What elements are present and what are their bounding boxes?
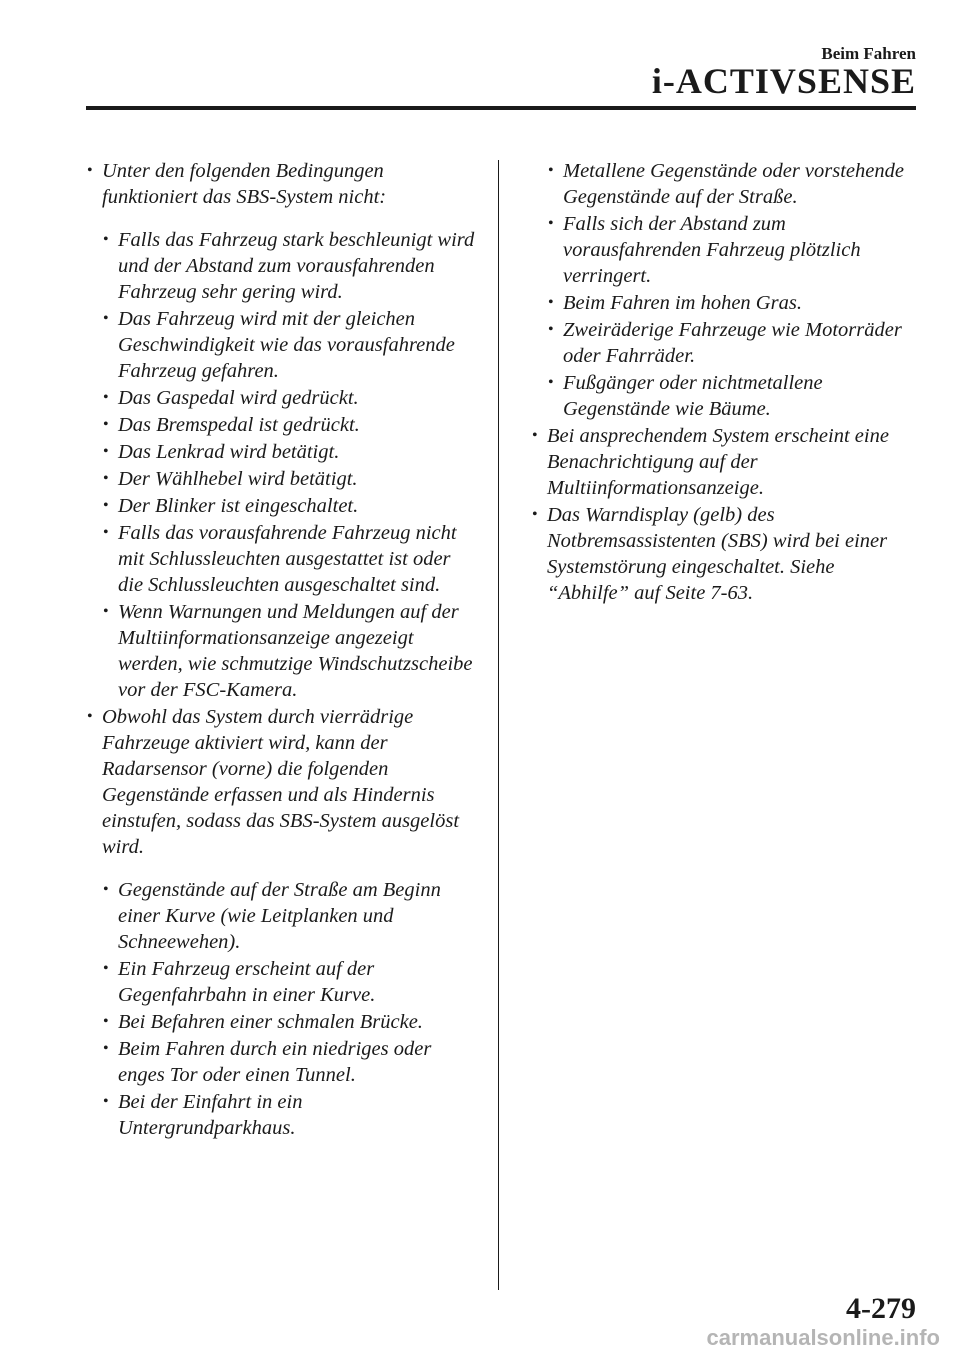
sub-list-item — [102, 227, 478, 305]
bullet-icon: • — [103, 497, 109, 514]
bullet-icon: • — [548, 374, 554, 391]
sub-list-item — [102, 466, 478, 492]
sub-list-item — [102, 1089, 478, 1141]
bullet-icon: • — [548, 215, 554, 232]
bullet-icon: • — [548, 162, 554, 179]
bullet-icon: • — [87, 708, 93, 725]
sub-list-item — [547, 290, 911, 316]
bullet-icon: • — [532, 427, 538, 444]
sub-list-item — [102, 956, 478, 1008]
sub-list-item — [102, 306, 478, 384]
list-item-text: Bei Befahren einer schmalen Brücke. — [118, 1011, 423, 1033]
page-number: 4-279 — [846, 1292, 916, 1325]
bullet-icon: • — [103, 416, 109, 433]
right-column — [531, 158, 911, 607]
list-item — [86, 704, 478, 860]
sub-list-item — [102, 385, 478, 411]
list-item-text: Falls das vorausfahrende Fahrzeug nicht mit Schlussleuchten ausgestattet ist oder die Schlussleuchten ausgeschaltet sind. — [118, 522, 457, 596]
list-item-text: Der Wählhebel wird betätigt. — [118, 468, 358, 490]
spacer — [86, 211, 478, 227]
list-item-text: Falls sich der Abstand zum vorausfahrenden Fahrzeug plötzlich verringert. — [563, 213, 861, 287]
list-item-text: Das Fahrzeug wird mit der gleichen Geschwindigkeit wie das vorausfahrende Fahrzeug gefahren. — [118, 308, 455, 382]
list-item-text: Das Warndisplay (gelb) des Notbremsassistenten (SBS) wird bei einer Systemstörung eingeschaltet. Siehe “Abhilfe” auf Seite 7-63. — [547, 504, 888, 604]
watermark: carmanualsonline.info — [706, 1325, 940, 1350]
list-item-text: Das Lenkrad wird betätigt. — [118, 441, 340, 463]
list-item-text: Obwohl das System durch vierrädrige Fahrzeuge aktiviert wird, kann der Radarsensor (vorne) die folgenden Gegenstände erfassen und als Hindernis einstufen, sodass das SBS-System ausgelöst wird. — [102, 706, 460, 858]
list-item-text: Gegenstände auf der Straße am Beginn einer Kurve (wie Leitplanken und Schneewehen). — [118, 879, 441, 953]
bullet-icon: • — [87, 162, 93, 179]
list-item-text: Beim Fahren durch ein niedriges oder enges Tor oder einen Tunnel. — [118, 1038, 432, 1086]
list-item-text: Beim Fahren im hohen Gras. — [563, 292, 802, 314]
bullet-icon: • — [103, 231, 109, 248]
list-item-text: Bei der Einfahrt in ein Untergrundparkhaus. — [118, 1091, 303, 1139]
bullet-icon: • — [103, 1093, 109, 1110]
sub-list-item — [547, 317, 911, 369]
sub-list-item — [102, 1009, 478, 1035]
bullet-icon: • — [103, 470, 109, 487]
list-item-text: Bei ansprechendem System erscheint eine Benachrichtigung auf der Multiinformationsanzeige. — [547, 425, 889, 499]
sub-list-item — [547, 211, 911, 289]
list-item-text: Das Bremspedal ist gedrückt. — [118, 414, 360, 436]
list-item-text: Ein Fahrzeug erscheint auf der Gegenfahrbahn in einer Kurve. — [118, 958, 376, 1006]
bullet-icon: • — [103, 1013, 109, 1030]
list-item-text: Unter den folgenden Bedingungen funktioniert das SBS-System nicht: — [102, 160, 387, 208]
header-section: Beim Fahren — [821, 44, 916, 63]
sub-list-item — [102, 439, 478, 465]
bullet-icon: • — [103, 881, 109, 898]
bullet-icon: • — [103, 389, 109, 406]
header-rule — [86, 106, 916, 110]
bullet-icon: • — [103, 310, 109, 327]
list-item-text: Falls das Fahrzeug stark beschleunigt wird und der Abstand zum vorausfahrenden Fahrzeug sehr gering wird. — [118, 229, 475, 303]
column-divider — [498, 160, 499, 1290]
sub-list-item — [547, 158, 911, 210]
bullet-icon: • — [103, 443, 109, 460]
spacer — [86, 861, 478, 877]
bullet-icon: • — [548, 294, 554, 311]
list-item-text: Das Gaspedal wird gedrückt. — [118, 387, 359, 409]
list-item-text: Wenn Warnungen und Meldungen auf der Multiinformationsanzeige angezeigt werden, wie schmutzige Windschutzscheibe vor der FSC-Kamera. — [118, 601, 473, 701]
list-item-text: Metallene Gegenstände oder vorstehende Gegenstände auf der Straße. — [563, 160, 904, 208]
bullet-icon: • — [103, 524, 109, 541]
sub-list-item — [102, 599, 478, 703]
sub-list-item — [102, 877, 478, 955]
bullet-icon: • — [103, 960, 109, 977]
bullet-icon: • — [103, 603, 109, 620]
list-item — [86, 158, 478, 210]
list-item-text: Der Blinker ist eingeschaltet. — [118, 495, 359, 517]
left-column — [86, 158, 478, 1142]
list-item-text: Fußgänger oder nichtmetallene Gegenstände wie Bäume. — [563, 372, 823, 420]
page-title: i-ACTIVSENSE — [651, 61, 916, 101]
sub-list-item — [102, 412, 478, 438]
list-item — [531, 423, 911, 501]
sub-list-item — [102, 1036, 478, 1088]
sub-list-item — [102, 493, 478, 519]
list-item-text: Zweiräderige Fahrzeuge wie Motorräder oder Fahrräder. — [563, 319, 902, 367]
list-item — [531, 502, 911, 606]
bullet-icon: • — [103, 1040, 109, 1057]
bullet-icon: • — [532, 506, 538, 523]
sub-list-item — [102, 520, 478, 598]
sub-list-item — [547, 370, 911, 422]
bullet-icon: • — [548, 321, 554, 338]
